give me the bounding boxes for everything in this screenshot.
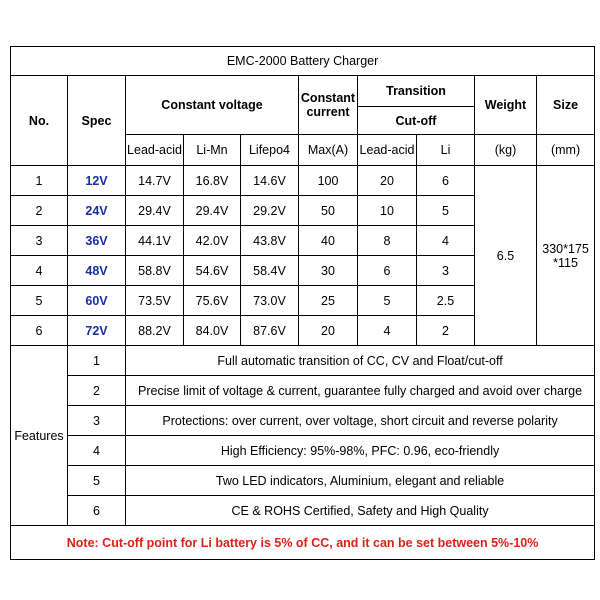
feature-text: Two LED indicators, Aluminium, elegant and reliable [126, 466, 595, 496]
feature-no: 4 [68, 436, 126, 466]
row-lifepo4: 58.4V [241, 256, 299, 286]
row-spec: 72V [68, 316, 126, 346]
row-cutoff-lead: 20 [358, 166, 417, 196]
feature-text: Full automatic transition of CC, CV and Float/cut-off [126, 346, 595, 376]
row-spec: 12V [68, 166, 126, 196]
feature-no: 2 [68, 376, 126, 406]
row-li-mn: 42.0V [184, 226, 241, 256]
row-lead-acid: 29.4V [126, 196, 184, 226]
row-li-mn: 75.6V [184, 286, 241, 316]
row-lead-acid: 88.2V [126, 316, 184, 346]
row-lead-acid: 73.5V [126, 286, 184, 316]
header-constant-voltage: Constant voltage [126, 76, 299, 135]
subheader-size-unit: (mm) [537, 135, 595, 166]
row-cutoff-lead: 6 [358, 256, 417, 286]
row-cutoff-lead: 5 [358, 286, 417, 316]
row-cutoff-lead: 8 [358, 226, 417, 256]
row-no: 3 [11, 226, 68, 256]
row-max-a: 100 [299, 166, 358, 196]
header-constant-current: Constant current [299, 76, 358, 135]
row-no: 4 [11, 256, 68, 286]
row-spec: 60V [68, 286, 126, 316]
note-text: Note: Cut-off point for Li battery is 5% of CC, and it can be set between 5%-10% [11, 526, 595, 560]
row-lifepo4: 29.2V [241, 196, 299, 226]
header-weight: Weight [475, 76, 537, 135]
subheader-lead-acid: Lead-acid [126, 135, 184, 166]
feature-no: 6 [68, 496, 126, 526]
feature-row [11, 406, 595, 436]
row-max-a: 40 [299, 226, 358, 256]
row-cutoff-li: 2.5 [417, 286, 475, 316]
row-max-a: 30 [299, 256, 358, 286]
header-no: No. [11, 76, 68, 166]
subheader-li-mn: Li-Mn [184, 135, 241, 166]
row-spec: 24V [68, 196, 126, 226]
features-label: Features [11, 346, 68, 526]
row-lead-acid: 58.8V [126, 256, 184, 286]
row-max-a: 20 [299, 316, 358, 346]
feature-text: Protections: over current, over voltage, short circuit and reverse polarity [126, 406, 595, 436]
subheader-lifepo4: Lifepo4 [241, 135, 299, 166]
row-lifepo4: 14.6V [241, 166, 299, 196]
row-lifepo4: 87.6V [241, 316, 299, 346]
row-lifepo4: 43.8V [241, 226, 299, 256]
row-cutoff-lead: 10 [358, 196, 417, 226]
row-lead-acid: 44.1V [126, 226, 184, 256]
row-cutoff-li: 5 [417, 196, 475, 226]
subheader-weight-unit: (kg) [475, 135, 537, 166]
subheader-max-a: Max(A) [299, 135, 358, 166]
row-cutoff-li: 4 [417, 226, 475, 256]
row-lifepo4: 73.0V [241, 286, 299, 316]
row-spec: 48V [68, 256, 126, 286]
row-li-mn: 84.0V [184, 316, 241, 346]
row-no: 2 [11, 196, 68, 226]
feature-no: 5 [68, 466, 126, 496]
subheader-cutoff-lead-acid: Lead-acid [358, 135, 417, 166]
size-value: 330*175 *115 [537, 166, 595, 346]
row-li-mn: 54.6V [184, 256, 241, 286]
row-cutoff-lead: 4 [358, 316, 417, 346]
row-cutoff-li: 6 [417, 166, 475, 196]
table-row [11, 166, 595, 196]
feature-text: Precise limit of voltage & current, guarantee fully charged and avoid over charge [126, 376, 595, 406]
weight-value: 6.5 [475, 166, 537, 346]
header-size: Size [537, 76, 595, 135]
header-transition: Transition [358, 76, 475, 107]
row-no: 6 [11, 316, 68, 346]
row-cutoff-li: 3 [417, 256, 475, 286]
row-lead-acid: 14.7V [126, 166, 184, 196]
subheader-cutoff-li: Li [417, 135, 475, 166]
feature-text: CE & ROHS Certified, Safety and High Quality [126, 496, 595, 526]
feature-no: 3 [68, 406, 126, 436]
row-li-mn: 16.8V [184, 166, 241, 196]
feature-row [11, 376, 595, 406]
table-title: EMC-2000 Battery Charger [11, 47, 595, 76]
row-spec: 36V [68, 226, 126, 256]
feature-row [11, 496, 595, 526]
feature-row [11, 436, 595, 466]
header-spec: Spec [68, 76, 126, 166]
feature-row [11, 466, 595, 496]
row-li-mn: 29.4V [184, 196, 241, 226]
row-max-a: 50 [299, 196, 358, 226]
header-cutoff: Cut-off [358, 107, 475, 135]
row-cutoff-li: 2 [417, 316, 475, 346]
spec-table [10, 46, 595, 560]
row-no: 5 [11, 286, 68, 316]
feature-text: High Efficiency: 95%-98%, PFC: 0.96, eco-friendly [126, 436, 595, 466]
row-no: 1 [11, 166, 68, 196]
feature-row [11, 346, 595, 376]
row-max-a: 25 [299, 286, 358, 316]
feature-no: 1 [68, 346, 126, 376]
